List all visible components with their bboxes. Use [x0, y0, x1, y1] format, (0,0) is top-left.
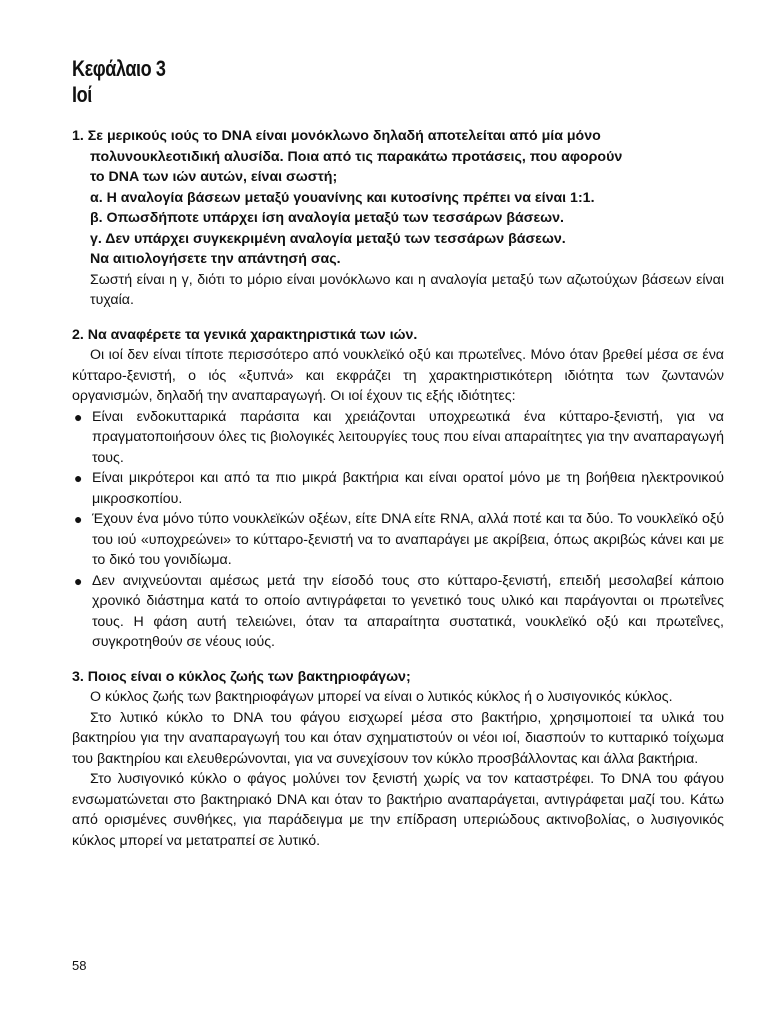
list-item-text: Είναι ενδοκυτταρικά παράσιτα και χρειάζονται υποχρεωτικά ένα κύτταρο-ξενιστή, για να πραγματοποιήσουν όλες τις βιολογικές λειτουργίες τους που είναι απαραίτητες για την αναπαραγωγή τους. — [92, 408, 724, 466]
list-item-text: Είναι μικρότεροι και από τα πιο μικρά βακτήρια και είναι ορατοί μόνο με τη βοήθεια ηλεκτρονικού μικροσκοπίου. — [92, 470, 724, 507]
bullet-icon: ● — [74, 470, 83, 486]
question-3: 3. Ποιος είναι ο κύκλος ζωής των βακτηριοφάγων; — [72, 668, 411, 685]
paragraph: Στο λυτικό κύκλο το DNA του φάγου εισχωρεί μέσα στο βακτήριο, χρησιμοποιεί τα υλικά του βακτηρίου για την αναπαραγωγή του και όταν σχηματιστούν οι νέοι ιοί, διασπούν το κυτταρικό τοίχωμα του βακτηρίου και ελευθερώνονται, για να συνεχίσουν τον κύκλο προσβάλλοντας και άλλα βακτήρια. — [72, 709, 724, 767]
question-1-line: το DNA των ιών αυτών, είναι σωστή; — [90, 169, 338, 185]
chapter-number: Κεφάλαιο 3 — [72, 56, 166, 81]
question-1-line: πολυνουκλεοτιδική αλυσίδα. Ποια από τις παρακάτω προτάσεις, που αφορούν — [90, 148, 623, 165]
paragraph: Ο κύκλος ζωής των βακτηριοφάγων μπορεί να είναι ο λυτικός κύκλος ή ο λυσιγονικός κύκλος. — [90, 689, 673, 705]
answer-3 — [72, 687, 724, 851]
list-item — [72, 509, 724, 571]
answer-2-intro: Οι ιοί δεν είναι τίποτε περισσότερο από νουκλεϊκό οξύ και πρωτεΐνες. Μόνο όταν βρεθεί μέσα σε ένα κύτταρο-ξενιστή, ο ιός «ξυπνά» και εκφράζει τη χαρακτηριστικότερη ιδιότητα των ζωντανών οργανισμών, δηλαδή την αναπαραγωγή. Οι ιοί έχουν τις εξής ιδιότητες: — [72, 347, 724, 404]
page-number: 58 — [72, 958, 87, 973]
bullet-icon: ● — [74, 511, 83, 527]
answer-1-text: Σωστή είναι η γ, διότι το μόριο είναι μονόκλωνο και η αναλογία μεταξύ των αζωτούχων βάσεων είναι τυχαία. — [90, 271, 724, 308]
list-item — [72, 407, 724, 469]
list-item-text: Δεν ανιχνεύονται αμέσως μετά την είσοδό τους στο κύτταρο-ξενιστή, επειδή μεσολαβεί κάποιο χρονικό διάστημα κατά το οποίο αντιγράφεται το γενετικό τους υλικό και παράγονται οι πρωτεΐνες τους. Η φάση αυτή τελειώνει, όταν τα απαραίτητα συστατικά, νουκλεϊκό οξύ και πρωτεΐνες, συγκροτηθούν σε νέους ιούς. — [92, 572, 724, 650]
question-1-option-a: α. Η αναλογία βάσεων μεταξύ γουανίνης και κυτοσίνης πρέπει να είναι 1:1. — [90, 189, 595, 206]
paragraph: Στο λυσιγονικό κύκλο ο φάγος μολύνει τον ξενιστή χωρίς να τον καταστρέφει. Το DNA του φάγου ενσωματώνεται στο βακτηριακό DNA και όταν το βακτήριο αναπαράγεται, αντιγράφεται μαζί του. Κάτω από ορισμένες συνθήκες, για παράδειγμα με την επίδραση υπεριώδους ακτινοβολίας, ο λυσιγονικός κύκλος μπορεί να μετατραπεί σε λυτικό. — [72, 771, 724, 849]
question-2-section — [72, 325, 724, 653]
bullet-icon: ● — [74, 408, 83, 425]
bullet-icon: ● — [74, 572, 83, 589]
question-1 — [72, 126, 724, 270]
list-item — [72, 571, 724, 653]
list-item-text: Έχουν ένα μόνο τύπο νουκλεϊκών οξέων, είτε DNA είτε RNA, αλλά ποτέ και τα δύο. Το νουκλεϊκό οξύ του ιού «υποχρεώνει» το κύτταρο-ξενιστή να το αναπαράγει με ακρίβεια, όπως ακριβώς κάνει και με το δικό του γονιδίωμα. — [92, 511, 724, 568]
question-3-section — [72, 667, 724, 852]
document-page — [72, 56, 724, 865]
question-1-section — [72, 126, 724, 311]
answer-2 — [72, 345, 724, 653]
question-1-line: 1. Σε μερικούς ιούς το DNA είναι μονόκλωνο δηλαδή αποτελείται από μία μόνο — [72, 128, 601, 144]
answer-1 — [72, 270, 724, 311]
question-2: 2. Να αναφέρετε τα γενικά χαρακτηριστικά των ιών. — [72, 326, 418, 343]
question-1-option-c: γ. Δεν υπάρχει συγκεκριμένη αναλογία μεταξύ των τεσσάρων βάσεων. — [90, 230, 566, 247]
list-item — [72, 468, 724, 509]
question-1-option-b: β. Οπωσδήποτε υπάρχει ίση αναλογία μεταξύ των τεσσάρων βάσεων. — [90, 210, 564, 226]
chapter-heading — [72, 56, 607, 108]
question-1-line: Να αιτιολογήσετε την απάντησή σας. — [90, 251, 341, 267]
chapter-title: Ιοί — [72, 82, 92, 107]
properties-list — [72, 407, 724, 653]
